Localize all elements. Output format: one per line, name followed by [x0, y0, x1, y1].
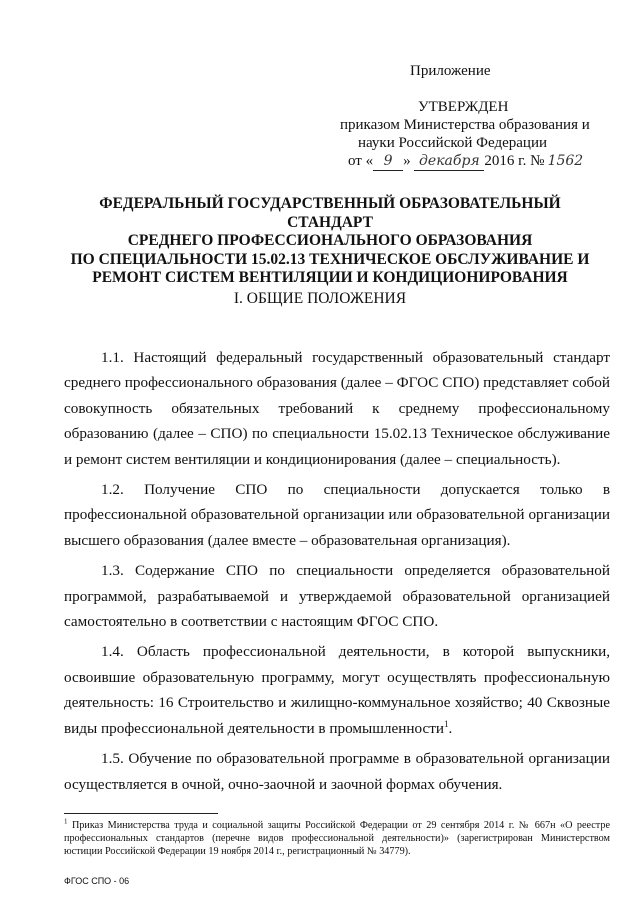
approved-label: УТВЕРЖДЕН	[418, 99, 509, 115]
footnote-text: Приказ Министерства труда и социальной защиты Российской Федерации от 29 сентября 2014 г. № 667н «О реестре профессиональных стандартов (перечне видов профессиональной деятельности)» (зарегистрирован Министерством юстиции Российской Федерации 19 ноября 2014 г., регистрационный № 34779).	[64, 820, 610, 857]
paragraph-1-4	[64, 639, 610, 741]
document-title	[60, 195, 600, 288]
footnote-divider	[64, 813, 218, 814]
title-line-1: ФЕДЕРАЛЬНЫЙ ГОСУДАРСТВЕННЫЙ ОБРАЗОВАТЕЛЬНЫЙ СТАНДАРТ	[99, 195, 561, 231]
body-text	[64, 345, 610, 802]
handwritten-day: 9	[373, 152, 403, 171]
appendix-label: Приложение	[410, 63, 491, 79]
page-code: ФГОС СПО - 06	[64, 876, 130, 886]
title-line-2: СРЕДНЕГО ПРОФЕССИОНАЛЬНОГО ОБРАЗОВАНИЯ	[127, 232, 533, 249]
footnote-reference: 1	[443, 718, 449, 729]
order-line-1: приказом Министерства образования и	[340, 117, 590, 133]
paragraph-1-5: 1.5. Обучение по образовательной программе в образовательной организации осуществляется в очной, очно-заочной и заочной формах обучения.	[64, 750, 610, 793]
order-date-line	[340, 152, 610, 171]
paragraph-1-2: 1.2. Получение СПО по специальности допускается только в профессиональной образовательной организации или образовательной организации высшего образования (далее вместе – образовательная организация).	[64, 481, 610, 549]
title-line-3: ПО СПЕЦИАЛЬНОСТИ 15.02.13 ТЕХНИЧЕСКОЕ ОБСЛУЖИВАНИЕ И	[70, 250, 590, 268]
paragraph-1-4-end: .	[448, 719, 453, 737]
date-mid: »	[403, 153, 411, 169]
paragraph-1-4-text: 1.4. Область профессиональной деятельности, в которой выпускники, освоившие образовательную программу, могут осуществлять профессиональную деятельность: 16 Строительство и жилищно-коммунальное хозяйство; 40 Сквозные виды профессиональной деятельности в промышленности	[64, 643, 610, 737]
order-line-2: науки Российской Федерации	[358, 135, 548, 151]
paragraph-1-3: 1.3. Содержание СПО по специальности определяется образовательной программой, разрабатываемой и утверждаемой образовательной организацией самостоятельно в соответствии с настоящим ФГОС СПО.	[64, 562, 610, 631]
handwritten-order-number: 1562	[547, 153, 584, 169]
year-text: 2016 г. №	[484, 153, 545, 169]
footnote-marker: 1	[64, 817, 68, 826]
paragraph-1-1: 1.1. Настоящий федеральный государственный образовательный стандарт среднего профессионального образования (далее – ФГОС СПО) представляет собой совокупность обязательных требований к среднему профессиональному образованию (далее – СПО) по специальности 15.02.13 Техническое обслуживание и ремонт систем вентиляции и кондиционирования (далее – специальность).	[64, 349, 610, 468]
section-heading: I. ОБЩИЕ ПОЛОЖЕНИЯ	[233, 290, 407, 307]
title-line-4: РЕМОНТ СИСТЕМ ВЕНТИЛЯЦИИ И КОНДИЦИОНИРОВАНИЯ	[92, 269, 568, 286]
handwritten-month: декабря	[414, 152, 484, 171]
date-prefix: от «	[348, 153, 374, 169]
approval-block	[340, 62, 610, 171]
footnote	[64, 819, 610, 858]
